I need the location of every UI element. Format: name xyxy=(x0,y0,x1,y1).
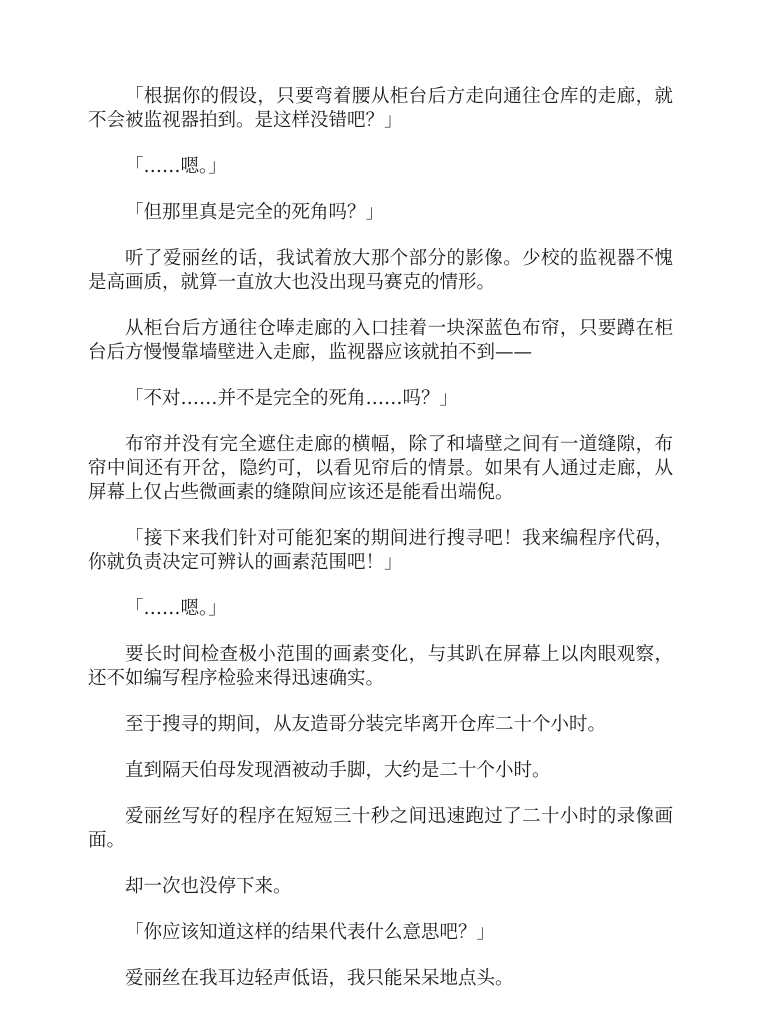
paragraph: 直到隔天伯母发现酒被动手脚，大约是二十个小时。 xyxy=(125,760,551,781)
paragraph: 「你应该知道这样的结果代表什么意思吧？」 xyxy=(125,922,496,943)
paragraph: 「但那里真是完全的死角吗？」 xyxy=(125,202,385,223)
paragraph: 爱丽丝写好的程序在短短三十秒之间迅速跑过了二十小时的录像画面。 xyxy=(88,806,673,851)
paragraph: 至于搜寻的期间，从友造哥分装完毕离开仓库二十个小时。 xyxy=(125,714,607,735)
paragraph: 「不对……并不是完全的死角……吗？」 xyxy=(125,388,459,409)
paragraph: 布帘并没有完全遮住走廊的横幅，除了和墙壁之间有一道缝隙，布帘中间还有开岔，隐约可，以看见帘后的情景。如果有人通过走廊，从屏幕上仅占些微画素的缝隙间应该还是能看出端倪。 xyxy=(88,434,673,503)
paragraph: 却一次也没停下来。 xyxy=(125,876,292,897)
document-page xyxy=(88,85,673,1013)
paragraph: 「……嗯。」 xyxy=(125,598,227,619)
paragraph: 「……嗯。」 xyxy=(125,156,227,177)
paragraph: 从柜台后方通往仓唪走廊的入口挂着一块深蓝色布帘，只要蹲在柜台后方慢慢靠墙壁进入走廊，监视器应该就拍不到—— xyxy=(88,318,673,363)
paragraph: 「根据你的假设，只要弯着腰从柜台后方走向通往仓库的走廊，就不会被监视器拍到。是这样没错吧？」 xyxy=(88,86,673,131)
paragraph: 听了爱丽丝的话，我试着放大那个部分的影像。少校的监视器不愧是高画质，就算一直放大也没出现马赛克的情形。 xyxy=(88,248,673,293)
paragraph: 爱丽丝在我耳边轻声低语，我只能呆呆地点头。 xyxy=(125,968,514,989)
paragraph: 要长时间检查极小范围的画素变化，与其趴在屏幕上以肉眼观察，还不如编写程序检验来得迅速确实。 xyxy=(88,644,673,689)
paragraph: 「接下来我们针对可能犯案的期间进行搜寻吧！我来编程序代码，你就负责决定可辨认的画素范围吧！」 xyxy=(88,528,673,573)
